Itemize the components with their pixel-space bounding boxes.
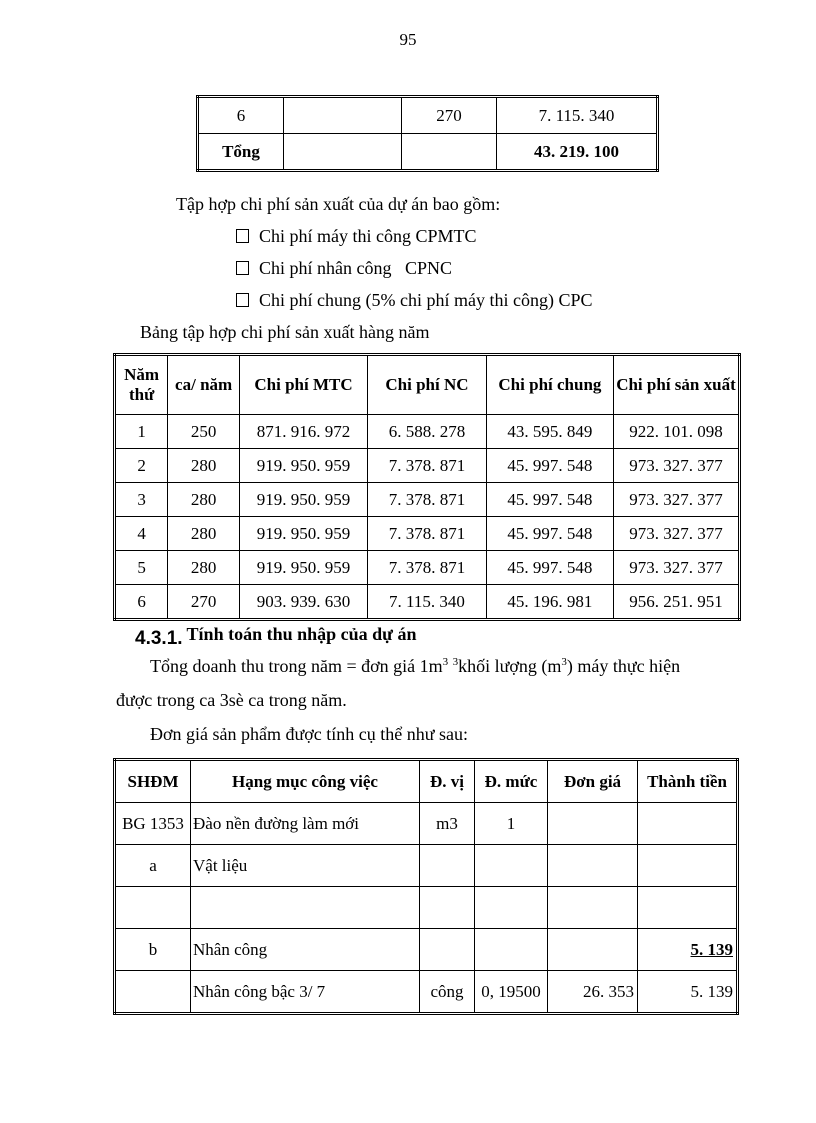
header-cell: SHĐM <box>115 760 191 803</box>
table-cell: 1 <box>475 803 548 845</box>
header-cell: Chi phí MTC <box>239 355 367 415</box>
table-cell: 973. 327. 377 <box>613 483 739 517</box>
table-cell <box>638 803 738 845</box>
table-row <box>198 134 658 171</box>
table-cell: 973. 327. 377 <box>613 517 739 551</box>
table-cell: 7. 378. 871 <box>368 551 487 585</box>
table-cell <box>420 929 475 971</box>
unit-price-table <box>113 758 739 1015</box>
table-row <box>115 929 738 971</box>
table-cell <box>420 845 475 887</box>
table-cell: công <box>420 971 475 1014</box>
table-cell: 7. 115. 340 <box>497 97 658 134</box>
table-cell: 5. 139 <box>638 971 738 1014</box>
paragraph-revenue: Tổng doanh thu trong năm = đơn giá $1m^3$ $^3$khối lượng $(m^3)$ máy thực hiện <box>150 656 681 676</box>
table-row <box>115 415 740 449</box>
table-cell <box>402 134 497 171</box>
bullet-item: Chi phí chung (5% chi phí máy thi công) CPC <box>236 290 592 311</box>
table-row <box>115 483 740 517</box>
table-cell: 6 <box>198 97 284 134</box>
table-cell <box>638 845 738 887</box>
table-cell <box>475 929 548 971</box>
table-cell: 43. 219. 100 <box>497 134 658 171</box>
table-cell: 871. 916. 972 <box>239 415 367 449</box>
table-cell <box>115 887 191 929</box>
table-row <box>115 551 740 585</box>
table-cell: 280 <box>168 483 240 517</box>
table-cell: 7. 378. 871 <box>368 483 487 517</box>
paragraph-unit-price: Đơn giá sản phẩm được tính cụ thể như sau: <box>150 724 468 744</box>
table-row <box>115 449 740 483</box>
table-cell: 919. 950. 959 <box>239 449 367 483</box>
table-cell: m3 <box>420 803 475 845</box>
table-header-row <box>115 355 740 415</box>
table-cell: 280 <box>168 551 240 585</box>
table-cell <box>548 803 638 845</box>
table-cell: Nhân công <box>191 929 420 971</box>
header-cell: Đ. vị <box>420 760 475 803</box>
table-cell: 280 <box>168 449 240 483</box>
header-cell: Chi phí NC <box>368 355 487 415</box>
table-cell <box>548 929 638 971</box>
table-cell: 7. 378. 871 <box>368 449 487 483</box>
table-cell: 7. 378. 871 <box>368 517 487 551</box>
table-cell: 270 <box>168 585 240 620</box>
table-cell: 903. 939. 630 <box>239 585 367 620</box>
table-cell: 6. 588. 278 <box>368 415 487 449</box>
table-cell: 922. 101. 098 <box>613 415 739 449</box>
checkbox-bullet-icon <box>236 293 249 307</box>
table-row <box>115 517 740 551</box>
table-cell: 919. 950. 959 <box>239 517 367 551</box>
bullet-item: Chi phí máy thi công CPMTC <box>236 226 477 247</box>
header-cell: Hạng mục công việc <box>191 760 420 803</box>
paragraph-revenue-line2: được trong ca 3sè ca trong năm. <box>116 690 347 710</box>
table-cell: 270 <box>402 97 497 134</box>
table-cell: 26. 353 <box>548 971 638 1014</box>
table-cell: 45. 997. 548 <box>486 483 613 517</box>
table-cell: BG 1353 <box>115 803 191 845</box>
table-row <box>115 971 738 1014</box>
table-cell: 7. 115. 340 <box>368 585 487 620</box>
table-cell: 45. 997. 548 <box>486 517 613 551</box>
table-cell <box>115 971 191 1014</box>
table-cell: 6 <box>115 585 168 620</box>
table-cell: 1 <box>115 415 168 449</box>
header-cell: Thành tiền <box>638 760 738 803</box>
table-row <box>115 887 738 929</box>
table-cell <box>475 887 548 929</box>
table-cell: 956. 251. 951 <box>613 585 739 620</box>
table-cell: 45. 997. 548 <box>486 551 613 585</box>
top-table <box>196 95 659 172</box>
table-caption: Bảng tập hợp chi phí sản xuất hàng năm <box>140 322 430 342</box>
table-cell: 973. 327. 377 <box>613 551 739 585</box>
table-cell: 0, 19500 <box>475 971 548 1014</box>
table-cell: b <box>115 929 191 971</box>
section-heading <box>135 624 417 650</box>
production-cost-table <box>113 353 741 621</box>
table-cell: 3 <box>115 483 168 517</box>
table-row <box>115 585 740 620</box>
checkbox-bullet-icon <box>236 261 249 275</box>
table-cell: 4 <box>115 517 168 551</box>
intro-text: Tập hợp chi phí sản xuất của dự án bao gồm: <box>176 194 501 214</box>
table-cell: 280 <box>168 517 240 551</box>
table-cell: a <box>115 845 191 887</box>
page-number: 95 <box>399 30 417 49</box>
table-cell: Tổng <box>198 134 284 171</box>
table-header-row <box>115 760 738 803</box>
table-cell: 919. 950. 959 <box>239 483 367 517</box>
table-row <box>198 97 658 134</box>
table-row <box>115 845 738 887</box>
bullet-item: Chi phí nhân công CPNC <box>236 258 452 279</box>
table-row <box>115 803 738 845</box>
section-title: Tính toán thu nhập của dự án <box>186 624 417 644</box>
table-cell <box>420 887 475 929</box>
table-cell: 973. 327. 377 <box>613 449 739 483</box>
table-cell: 5. 139 <box>638 929 738 971</box>
section-number: 4.3.1. <box>135 628 183 649</box>
table-cell <box>284 97 402 134</box>
table-cell <box>191 887 420 929</box>
table-cell <box>548 845 638 887</box>
table-cell <box>548 887 638 929</box>
table-cell <box>638 887 738 929</box>
header-cell: ca/ năm <box>168 355 240 415</box>
table-cell: 250 <box>168 415 240 449</box>
table-cell <box>284 134 402 171</box>
table-cell: Đào nền đường làm mới <box>191 803 420 845</box>
table-cell: 45. 997. 548 <box>486 449 613 483</box>
header-cell: Đ. mức <box>475 760 548 803</box>
table-cell: Nhân công bậc 3/ 7 <box>191 971 420 1014</box>
table-cell: 43. 595. 849 <box>486 415 613 449</box>
checkbox-bullet-icon <box>236 229 249 243</box>
table-cell: 5 <box>115 551 168 585</box>
table-cell: 919. 950. 959 <box>239 551 367 585</box>
table-cell: 45. 196. 981 <box>486 585 613 620</box>
table-cell <box>475 845 548 887</box>
table-cell: Vật liệu <box>191 845 420 887</box>
header-cell: Năm thứ <box>115 355 168 415</box>
header-cell: Chi phí chung <box>486 355 613 415</box>
header-cell: Chi phí sản xuất <box>613 355 739 415</box>
table-cell: 2 <box>115 449 168 483</box>
header-cell: Đơn giá <box>548 760 638 803</box>
